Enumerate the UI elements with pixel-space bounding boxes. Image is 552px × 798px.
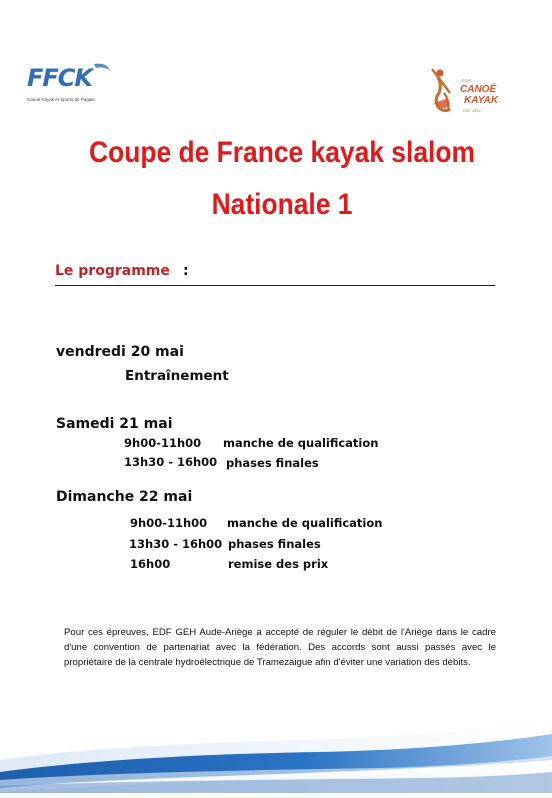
canoe-kayak-tagline: EST 1932 (463, 108, 481, 113)
programme-colon: : (183, 263, 189, 279)
canoe-kayak-word2: KAYAK (464, 95, 499, 106)
footer-wave-decoration (0, 700, 552, 793)
day2-label: Samedi 21 mai (56, 416, 173, 432)
page-title-line1: Coupe de France kayak slalom (89, 136, 475, 169)
day3-row1-activity: manche de qualification (227, 516, 383, 530)
day1-label: vendredi 20 mai (56, 344, 184, 360)
ffck-logo-text: FFCK (27, 64, 92, 92)
day3-row2-activity: phases finales (228, 537, 321, 551)
ffck-logo-subtitle: Canoë Kayak et Sports de Pagaie (27, 97, 95, 102)
page-title-line2: Nationale 1 (211, 188, 353, 221)
day3-row1-time: 9h00-11h00 (130, 516, 208, 530)
day3-row3-activity: remise des prix (228, 557, 329, 571)
day1-activity: Entraînement (125, 368, 229, 384)
canoe-kayak-word1: CANOË (460, 84, 497, 95)
day2-row2-activity: phases finales (226, 456, 319, 470)
day3-label: Dimanche 22 mai (56, 489, 193, 505)
day3-row2-time: 13h30 - 16h00 (129, 537, 223, 551)
day2-row2-time: 13h30 - 16h00 (124, 455, 218, 469)
canoe-kayak-federation-text: EDIF (462, 78, 472, 83)
edf-note-paragraph: Pour ces épreuves, EDF GEH Aude-Ariège a accepté de réguler le débit de l'Ariège dans le cadre d'une convention de partenariat avec la fédération. Des accords sont aussi passés avec le propriétaire de la centrale hydroélectrique de Tramezaigue afin d'éviter une variation des débits. (64, 627, 496, 668)
day2-row1-activity: manche de qualification (223, 436, 379, 450)
day3-row3-time: 16h00 (130, 557, 171, 571)
day2-row1-time: 9h00-11h00 (124, 436, 202, 450)
programme-underline (55, 285, 495, 286)
programme-heading: Le programme (55, 263, 170, 279)
